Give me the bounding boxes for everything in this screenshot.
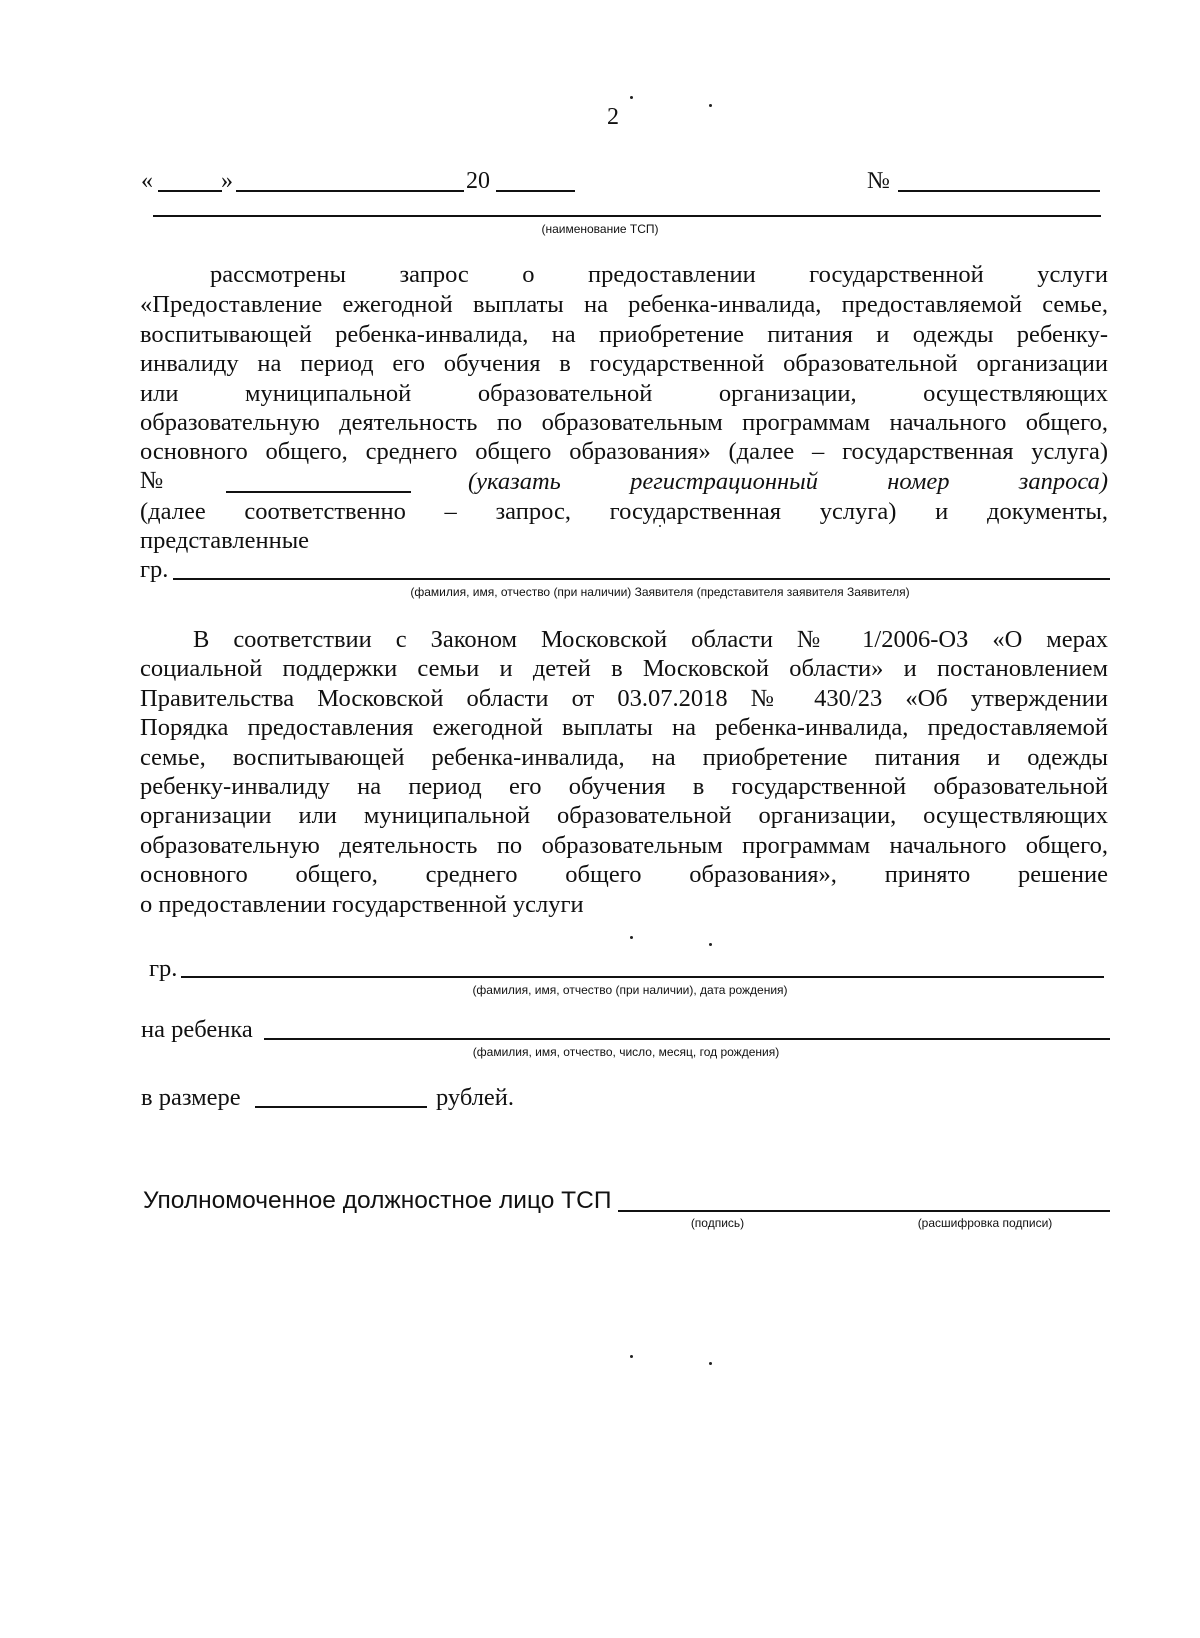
para2-line-2: социальной поддержки семьи и детей в Московской области» и постановлением: [140, 655, 1108, 682]
scan-speck: [659, 525, 661, 527]
registration-number-field[interactable]: [226, 491, 411, 493]
signature-decode-caption: (расшифровка подписи): [917, 1216, 1053, 1230]
applicant-name-caption: (фамилия, имя, отчество (при наличии) Заявителя (представителя заявителя Заявителя): [410, 585, 910, 599]
applicant-prefix: гр.: [140, 556, 169, 583]
para2-line-7: организации или муниципальной образовательной организации, осуществляющих: [140, 802, 1108, 829]
child-prefix: на ребенка: [141, 1016, 253, 1043]
applicant-name-field[interactable]: [173, 578, 1110, 580]
recipient-prefix: гр.: [149, 955, 178, 982]
para2-line-10: о предоставлении государственной услуги: [140, 891, 584, 918]
tsp-name-caption: (наименование ТСП): [541, 222, 659, 236]
para2-line-6: ребенку-инвалиду на период его обучения в государственной образовательной: [140, 773, 1108, 800]
para1-line-5: или муниципальной образовательной организации, осуществляющих: [140, 380, 1108, 407]
para1-line-9: (далее соответственно – запрос, государственная услуга) и документы,: [140, 498, 1108, 525]
para1-line-7: основного общего, среднего общего образования» (далее – государственная услуга): [140, 438, 1108, 465]
amount-field[interactable]: [255, 1106, 427, 1108]
month-field[interactable]: [236, 190, 464, 192]
scan-speck: [630, 1355, 633, 1358]
tsp-name-field[interactable]: [153, 215, 1101, 217]
para2-line-8: образовательную деятельность по образовательным программам начального общего,: [140, 832, 1108, 859]
quote-open: «: [141, 168, 153, 194]
para2-line-3: Правительства Московской области от 03.07.2018 № 430/23 «Об утверждении: [140, 685, 1108, 712]
scan-speck: [630, 96, 633, 99]
scan-speck: [709, 104, 712, 107]
signature-field[interactable]: [618, 1210, 1110, 1212]
para1-line-10: представленные: [140, 527, 310, 554]
year-field[interactable]: [496, 190, 575, 192]
para1-line-1: рассмотрены запрос о предоставлении государственной услуги: [210, 261, 1108, 288]
registration-number-sign: №: [140, 467, 164, 494]
amount-prefix: в размере: [141, 1084, 241, 1111]
child-name-caption: (фамилия, имя, отчество, число, месяц, год рождения): [472, 1045, 780, 1059]
para1-line-3: воспитывающей ребенка-инвалида, на приобретение питания и одежды ребенку-: [140, 321, 1108, 348]
amount-suffix: рублей.: [436, 1084, 515, 1111]
quote-close: »: [221, 168, 233, 194]
para2-line-5: семье, воспитывающей ребенка-инвалида, на приобретение питания и одежды: [140, 744, 1108, 771]
signature-caption: (подпись): [690, 1216, 745, 1230]
page-number: 2: [607, 104, 619, 130]
day-field[interactable]: [158, 190, 222, 192]
scan-speck: [630, 936, 633, 939]
document-number-field[interactable]: [898, 190, 1100, 192]
registration-number-hint: (указать регистрационный номер запроса): [468, 468, 1108, 495]
year-prefix: 20: [466, 168, 490, 194]
child-name-field[interactable]: [264, 1038, 1110, 1040]
para1-line-4: инвалиду на период его обучения в государственной образовательной организации: [140, 350, 1108, 377]
scan-speck: [709, 943, 712, 946]
number-sign: №: [867, 168, 890, 194]
para2-line-9: основного общего, среднего общего образования», принято решение: [140, 861, 1108, 888]
scan-speck: [709, 1362, 712, 1365]
recipient-name-field[interactable]: [181, 976, 1104, 978]
para2-line-1: В соответствии с Законом Московской области № 1/2006-ОЗ «О мерах: [193, 626, 1108, 653]
recipient-name-caption: (фамилия, имя, отчество (при наличии), дата рождения): [472, 983, 788, 997]
para1-line-6: образовательную деятельность по образовательным программам начального общего,: [140, 409, 1108, 436]
para2-line-4: Порядка предоставления ежегодной выплаты на ребенка-инвалида, предоставляемой: [140, 714, 1108, 741]
para1-line-2: «Предоставление ежегодной выплаты на ребенка-инвалида, предоставляемой семье,: [140, 291, 1108, 318]
official-label: Уполномоченное должностное лицо ТСП: [143, 1187, 612, 1214]
